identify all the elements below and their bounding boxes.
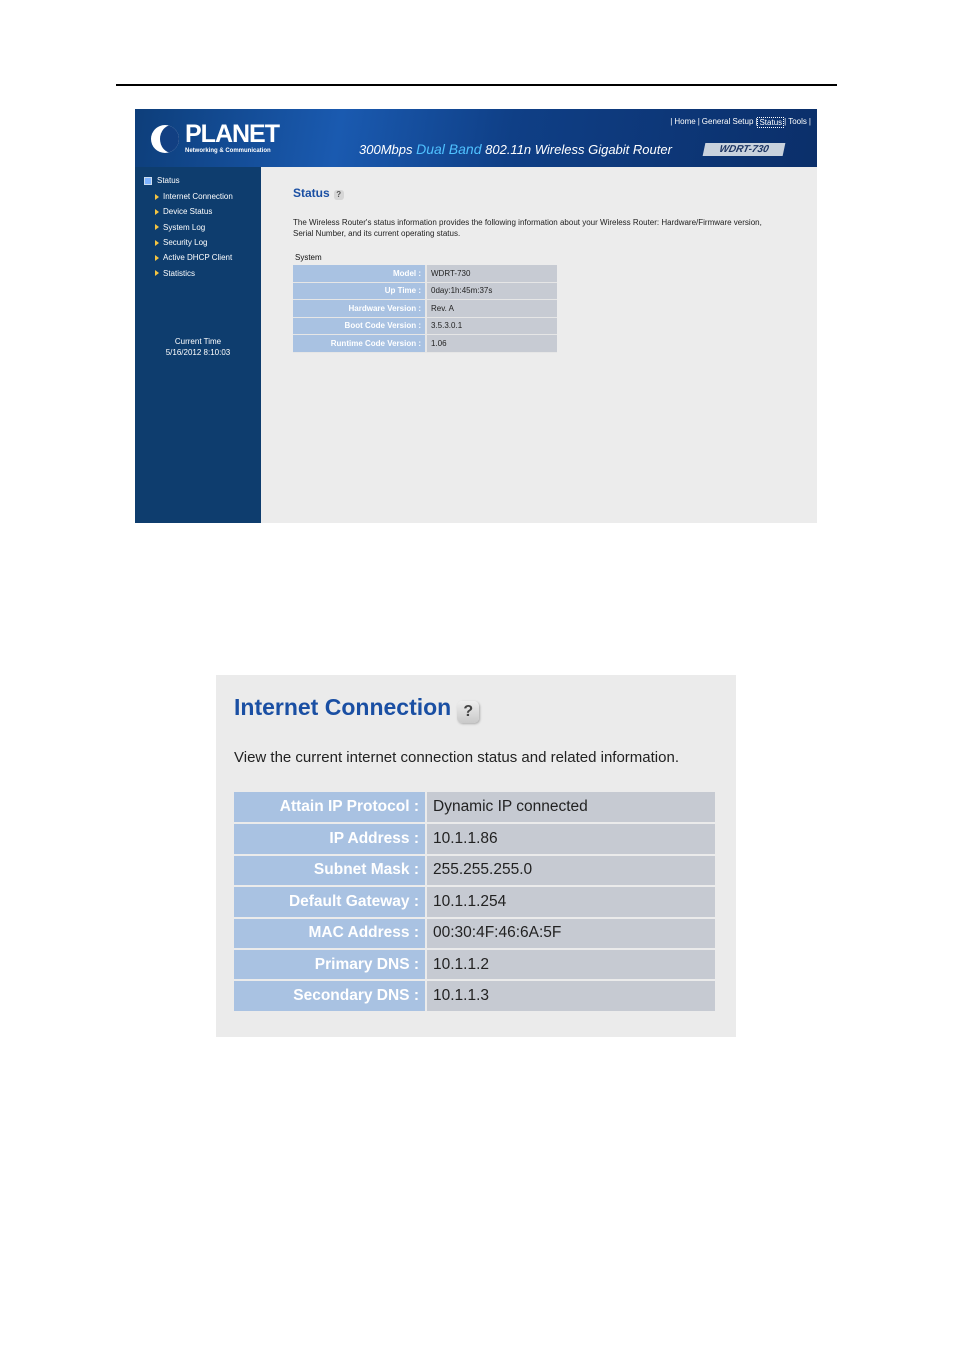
page-description: The Wireless Router's status information provides the following information about your Wireless Router: Hardware/Firmware version, Serial Number, and its current operating status. [293,218,762,238]
arrow-right-icon [155,255,159,261]
sidebar-item-security-log[interactable]: Security Log [155,235,233,250]
arrow-right-icon [155,224,159,230]
arrow-right-icon [155,209,159,215]
sidebar-section-status[interactable]: Status [144,176,180,185]
sidebar-item-internet-connection[interactable]: Internet Connection [155,189,233,204]
sidebar-menu [155,189,233,281]
sidebar-item-device-status[interactable]: Device Status [155,204,233,219]
current-time-value: 5/16/2012 8:10:03 [165,348,231,357]
header-banner [135,109,817,167]
page-top-rule [116,84,837,86]
internet-connection-title: Internet Connection ? [234,691,479,723]
table-row: Subnet Mask : 255.255.255.0 [234,855,715,886]
nav-tools-link[interactable]: Tools [788,117,807,126]
system-section-label: System [295,253,322,262]
table-row: Primary DNS : 10.1.1.2 [234,949,715,980]
page-title: Status ? [293,186,344,200]
help-icon[interactable]: ? [457,701,479,723]
table-row: Runtime Code Version : 1.06 [293,335,557,353]
sidebar-item-active-dhcp-client[interactable]: Active DHCP Client [155,250,233,265]
status-content [261,167,817,523]
current-time-label: Current Time [174,337,222,346]
internet-connection-screenshot [216,675,736,1037]
collapse-icon [144,177,152,185]
table-row: Up Time : 0day:1h:45m:37s [293,282,557,300]
logo-text: PLANET [185,120,279,148]
router-status-screenshot [135,109,817,523]
table-row: Model : WDRT-730 [293,265,557,282]
internet-connection-description: View the current internet connection status and related information. [234,749,679,766]
table-row: IP Address : 10.1.1.86 [234,823,715,854]
product-name: 300Mbps Dual Band 802.11n Wireless Gigabit Router [359,141,672,157]
table-row: Boot Code Version : 3.5.3.0.1 [293,317,557,335]
arrow-right-icon [155,240,159,246]
arrow-right-icon [155,270,159,276]
table-row: Secondary DNS : 10.1.1.3 [234,980,715,1011]
sidebar-item-system-log[interactable]: System Log [155,220,233,235]
system-table [293,265,557,353]
table-row: Attain IP Protocol : Dynamic IP connected [234,792,715,823]
internet-connection-table [234,792,715,1013]
nav-status-link[interactable]: Status [759,118,783,127]
model-badge: WDRT-730 [703,143,786,156]
current-time [135,336,261,358]
top-nav: | Home | General Setup | Status | Tools | [670,117,811,127]
table-row: Hardware Version : Rev. A [293,300,557,318]
planet-logo-icon [151,125,179,153]
table-row: Default Gateway : 10.1.1.254 [234,886,715,917]
sidebar-item-statistics[interactable]: Statistics [155,265,233,280]
table-row: MAC Address : 00:30:4F:46:6A:5F [234,918,715,949]
help-icon[interactable]: ? [334,190,344,200]
logo-tagline: Networking & Communication [185,148,271,154]
sidebar [135,167,261,523]
nav-general-setup-link[interactable]: General Setup [701,117,754,126]
arrow-right-icon [155,194,159,200]
nav-home-link[interactable]: Home [674,117,696,126]
